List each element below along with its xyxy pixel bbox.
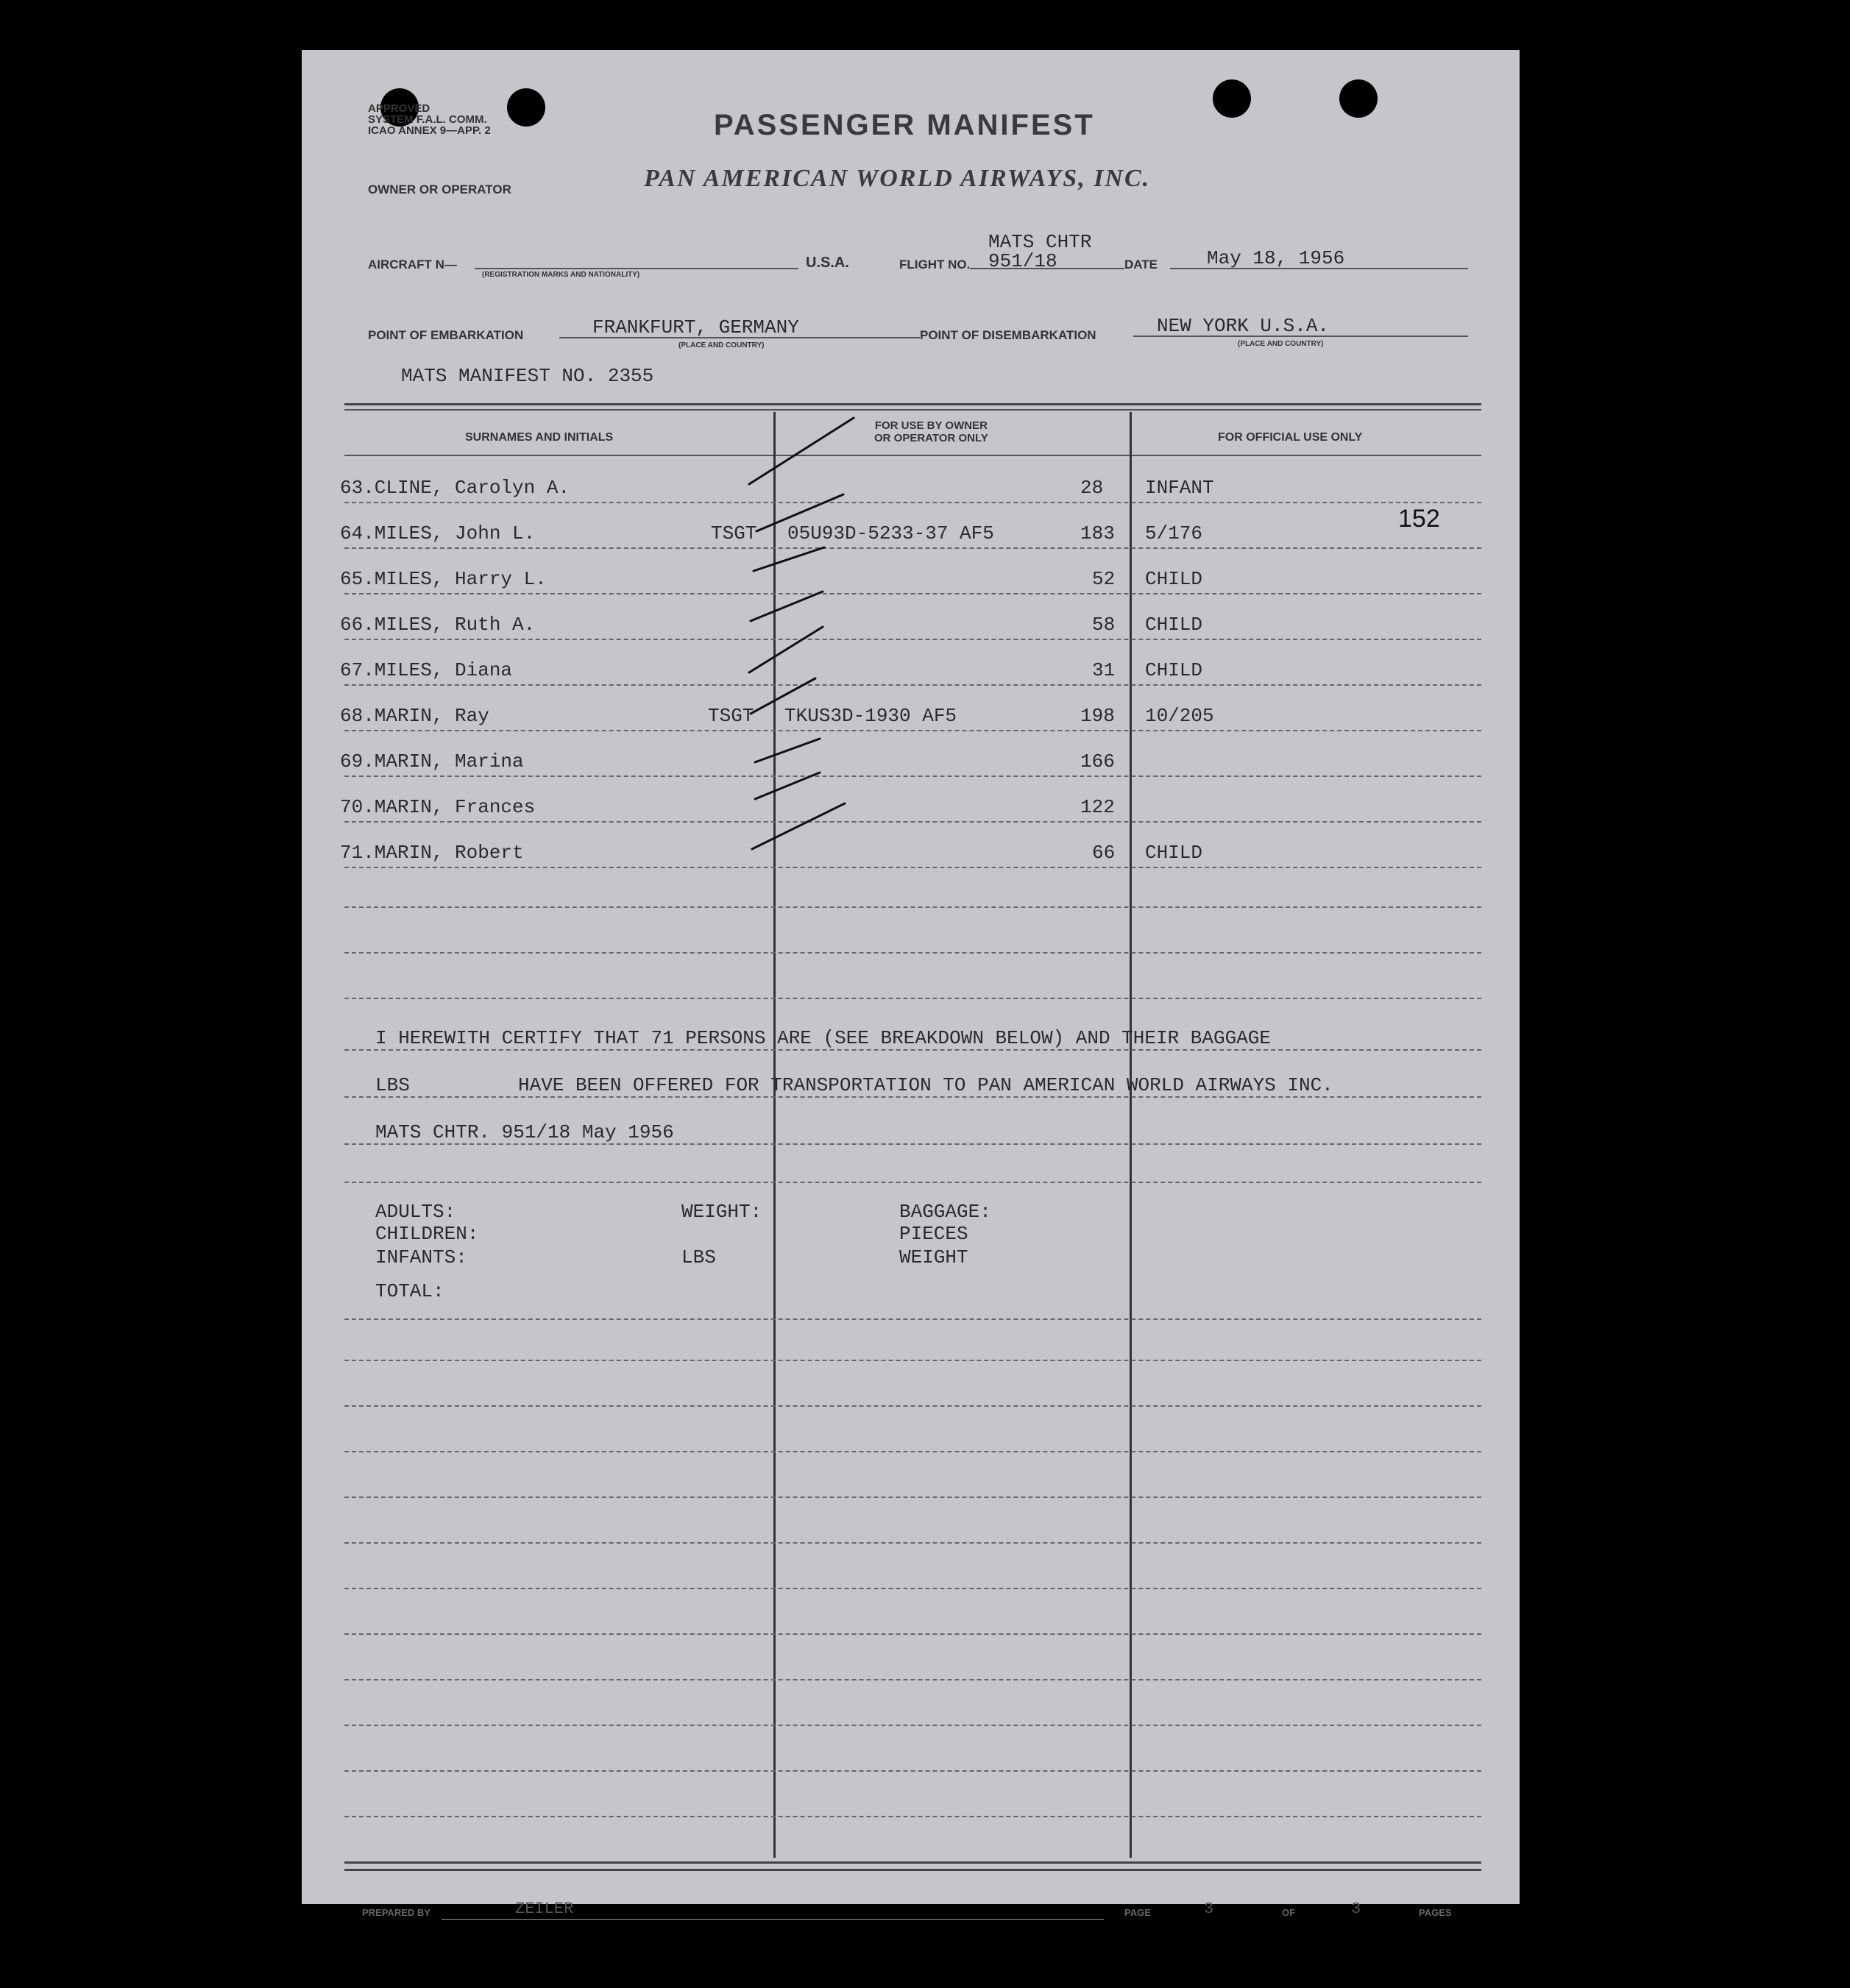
flight-value-line2: 951/18 <box>988 250 1057 272</box>
infants-label: INFANTS: <box>375 1246 467 1268</box>
passenger-weight: 52 <box>1092 568 1116 590</box>
passenger-weight: 183 <box>1080 522 1115 544</box>
passenger-name: 65.MILES, Harry L. <box>340 568 547 590</box>
embark-label: POINT OF EMBARKATION <box>368 328 524 342</box>
of-label: OF <box>1282 1907 1296 1918</box>
prepared-by-value: ZEILER <box>515 1900 574 1918</box>
embark-place-label: (PLACE AND COUNTRY) <box>678 341 765 349</box>
embark-value: FRANKFURT, GERMANY <box>592 316 799 338</box>
passenger-name: 63.CLINE, Carolyn A. <box>340 477 570 499</box>
passenger-name: 68.MARIN, Ray <box>340 705 489 727</box>
flight-label: FLIGHT NO. <box>899 258 971 271</box>
passenger-weight: 166 <box>1080 750 1115 773</box>
passenger-weight: 28 <box>1080 477 1104 499</box>
passenger-weight: 66 <box>1092 842 1116 864</box>
adults-label: ADULTS: <box>375 1201 456 1223</box>
certification-line2: HAVE BEEN OFFERED FOR TRANSPORTATION TO PAN AMERICAN WORLD AIRWAYS INC. <box>518 1074 1333 1096</box>
manifest-number: MATS MANIFEST NO. 2355 <box>401 365 654 387</box>
certification-line3: MATS CHTR. 951/18 May 1956 <box>375 1121 674 1143</box>
owner-value: PAN AMERICAN WORLD AIRWAYS, INC. <box>644 165 1151 192</box>
passenger-note: 5/176 <box>1145 522 1203 544</box>
weight-label: WEIGHT: <box>681 1201 762 1223</box>
prepared-by-label: PREPARED BY <box>362 1907 430 1918</box>
passenger-rank: TSGT <box>711 522 757 544</box>
passenger-note: INFANT <box>1145 477 1214 499</box>
page-label: PAGE <box>1124 1907 1151 1918</box>
owner-use-header-line2: OR OPERATOR ONLY <box>874 432 988 444</box>
pages-label: PAGES <box>1419 1907 1452 1918</box>
of-value: 3 <box>1351 1900 1361 1918</box>
passenger-name: 70.MARIN, Frances <box>340 796 536 818</box>
passenger-note: CHILD <box>1145 614 1203 636</box>
passenger-weight: 122 <box>1080 796 1115 818</box>
owner-use-header-line1: FOR USE BY OWNER <box>874 419 988 432</box>
flight-value-line1: MATS CHTR <box>988 231 1092 253</box>
pieces-label: PIECES <box>899 1223 968 1245</box>
passenger-note: CHILD <box>1145 842 1203 864</box>
passenger-name: 64.MILES, John L. <box>340 522 536 544</box>
certification-line1: I HEREWITH CERTIFY THAT 71 PERSONS ARE (SEE BREAKDOWN BELOW) AND THEIR BAGGAGE <box>375 1027 1271 1049</box>
passenger-note: CHILD <box>1145 659 1203 681</box>
baggage-label: BAGGAGE: <box>899 1201 991 1223</box>
date-label: DATE <box>1124 258 1158 271</box>
certification-lbs: LBS <box>375 1074 410 1096</box>
children-label: CHILDREN: <box>375 1223 479 1245</box>
date-value: May 18, 1956 <box>1207 247 1345 269</box>
passenger-weight: 58 <box>1092 614 1116 636</box>
disembark-label: POINT OF DISEMBARKATION <box>920 328 1096 342</box>
baggage-weight-label: WEIGHT <box>899 1246 968 1268</box>
page-number-stamp: 152 <box>1398 505 1440 533</box>
aircraft-label: AIRCRAFT N— <box>368 258 457 271</box>
approved-text: APPROVED <box>368 102 430 115</box>
aircraft-sublabel: (REGISTRATION MARKS AND NATIONALITY) <box>482 271 640 279</box>
passenger-weight: 31 <box>1092 659 1116 681</box>
page-value: 3 <box>1204 1900 1214 1918</box>
disembark-place-label: (PLACE AND COUNTRY) <box>1238 340 1324 348</box>
disembark-value: NEW YORK U.S.A. <box>1157 315 1330 337</box>
surnames-header: SURNAMES AND INITIALS <box>465 431 614 444</box>
total-label: TOTAL: <box>375 1280 444 1302</box>
passenger-serial: 05U93D-5233-37 AF5 <box>787 522 994 544</box>
passenger-note: CHILD <box>1145 568 1203 590</box>
official-header: FOR OFFICIAL USE ONLY <box>1218 431 1363 444</box>
passenger-name: 67.MILES, Diana <box>340 659 513 681</box>
passenger-name: 69.MARIN, Marina <box>340 750 524 773</box>
passenger-name: 71.MARIN, Robert <box>340 842 524 864</box>
passenger-note: 10/205 <box>1145 705 1214 727</box>
usa-label: U.S.A. <box>806 255 849 271</box>
passenger-rank: TSGT <box>708 705 754 727</box>
passenger-name: 66.MILES, Ruth A. <box>340 614 536 636</box>
owner-label: OWNER OR OPERATOR <box>368 182 511 196</box>
lbs-label: LBS <box>681 1246 716 1268</box>
passenger-weight: 198 <box>1080 705 1115 727</box>
icao-text: ICAO ANNEX 9—APP. 2 <box>368 124 491 137</box>
page-title: PASSENGER MANIFEST <box>714 109 1095 141</box>
passenger-serial: TKUS3D-1930 AF5 <box>784 705 957 727</box>
system-text: SYSTEM F.A.L. COMM. <box>368 113 487 126</box>
